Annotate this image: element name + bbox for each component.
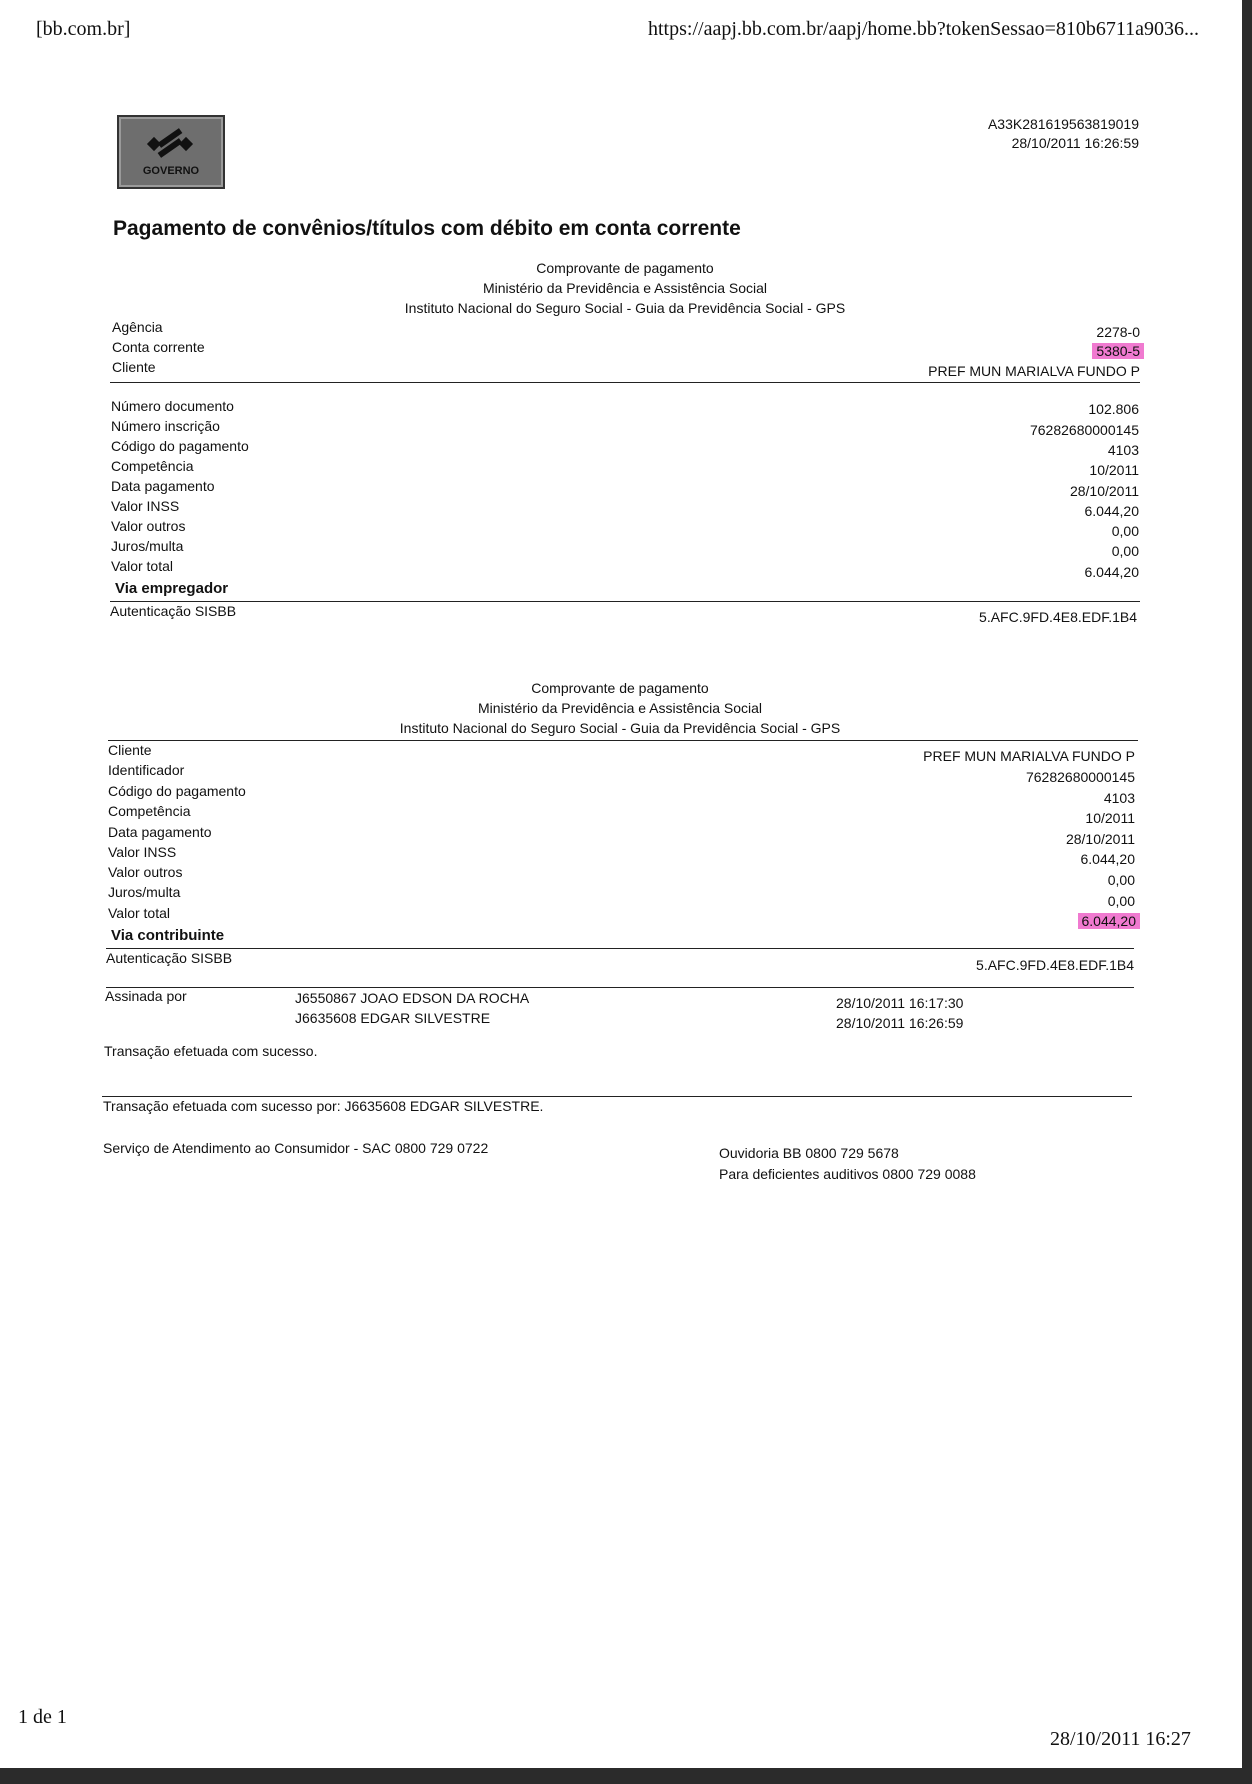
codigo-pagamento-label: Código do pagamento — [111, 438, 249, 454]
valor-inss-label: Valor INSS — [111, 498, 180, 514]
autenticacao-value: 5.AFC.9FD.4E8.EDF.1B4 — [979, 609, 1137, 625]
codigo-pagamento-label: Código do pagamento — [108, 783, 246, 799]
autenticacao-label: Autenticação SISBB — [110, 603, 237, 619]
juros-multa-label: Juros/multa — [111, 538, 184, 554]
valor-outros-label: Valor outros — [108, 864, 183, 880]
agencia-value: 2278-0 — [1096, 324, 1140, 340]
valor-outros-value: 0,00 — [1107, 872, 1135, 888]
sac-contact: Serviço de Atendimento ao Consumidor - SAC 0800 729 0722 — [103, 1140, 489, 1156]
print-datetime: 28/10/2011 16:27 — [1050, 1728, 1191, 1750]
identificador-value: 76282680000145 — [1025, 769, 1135, 785]
valor-total-value: 6.044,20 — [1084, 564, 1139, 580]
valor-outros-label: Valor outros — [111, 518, 186, 534]
competencia-value: 10/2011 — [1089, 462, 1139, 478]
cliente-value: PREF MUN MARIALVA FUNDO P — [923, 748, 1135, 764]
bb-governo-logo — [117, 115, 225, 189]
identificador-label: Identificador — [108, 762, 185, 778]
divider — [110, 382, 1140, 383]
conta-corrente-label: Conta corrente — [112, 339, 205, 355]
valor-inss-value: 6.044,20 — [1080, 851, 1135, 867]
competencia-label: Competência — [111, 458, 194, 474]
transaction-code: A33K281619563819019 — [987, 116, 1139, 132]
agencia-label: Agência — [112, 319, 163, 335]
juros-multa-value: 0,00 — [1111, 543, 1139, 559]
signer-name: J6550867 JOAO EDSON DA ROCHA — [295, 990, 530, 1006]
cliente-value: PREF MUN MARIALVA FUNDO P — [928, 363, 1140, 379]
receipt1-ministry: Ministério da Previdência e Assistência Social — [482, 280, 768, 296]
divider — [108, 740, 1138, 741]
receipt2-heading: Comprovante de pagamento — [531, 680, 709, 696]
divider — [106, 987, 1134, 988]
scan-edge-bottom — [0, 1768, 1252, 1784]
signer-datetime: 28/10/2011 16:26:59 — [836, 1015, 964, 1031]
deficientes-contact: Para deficientes auditivos 0800 729 0088 — [719, 1166, 976, 1182]
receipt1-institute: Instituto Nacional do Seguro Social - Guia da Previdência Social - GPS — [404, 300, 846, 316]
receipt1-heading: Comprovante de pagamento — [536, 260, 714, 276]
page-url[interactable]: https://aapj.bb.com.br/aapj/home.bb?tokenSessao=810b6711a9036... — [648, 18, 1199, 40]
competencia-value: 10/2011 — [1085, 810, 1135, 826]
divider — [102, 1096, 1132, 1097]
transaction-datetime: 28/10/2011 16:26:59 — [1011, 135, 1139, 151]
cliente-label: Cliente — [112, 359, 156, 375]
autenticacao-label: Autenticação SISBB — [106, 950, 233, 966]
data-pagamento-label: Data pagamento — [108, 824, 212, 840]
cliente-label: Cliente — [108, 742, 152, 758]
numero-documento-value: 102.806 — [1088, 401, 1139, 417]
scan-edge-right — [1242, 0, 1252, 1784]
status-message: Transação efetuada com sucesso. — [104, 1043, 318, 1059]
conta-corrente-value: 5380-5 — [1092, 343, 1144, 360]
valor-outros-value: 0,00 — [1111, 523, 1139, 539]
numero-documento-label: Número documento — [111, 398, 234, 414]
divider — [106, 948, 1134, 949]
receipt2-institute: Instituto Nacional do Seguro Social - Guia da Previdência Social - GPS — [399, 720, 841, 736]
codigo-pagamento-value: 4103 — [1107, 442, 1139, 458]
assinada-por-label: Assinada por — [105, 988, 187, 1004]
signer-datetime: 28/10/2011 16:17:30 — [836, 995, 964, 1011]
page-title: Pagamento de convênios/títulos com débito em conta corrente — [113, 217, 741, 240]
via-contribuinte: Via contribuinte — [111, 927, 225, 944]
competencia-label: Competência — [108, 803, 191, 819]
valor-inss-label: Valor INSS — [108, 844, 177, 860]
ouvidoria-contact: Ouvidoria BB 0800 729 5678 — [719, 1145, 899, 1161]
data-pagamento-value: 28/10/2011 — [1065, 831, 1135, 847]
data-pagamento-label: Data pagamento — [111, 478, 215, 494]
valor-total-label: Valor total — [108, 905, 170, 921]
numero-inscricao-value: 76282680000145 — [1029, 422, 1139, 438]
via-empregador: Via empregador — [115, 580, 229, 597]
final-status-message: Transação efetuada com sucesso por: J6635608 EDGAR SILVESTRE. — [103, 1098, 544, 1114]
data-pagamento-value: 28/10/2011 — [1069, 483, 1139, 499]
codigo-pagamento-value: 4103 — [1103, 790, 1135, 806]
numero-inscricao-label: Número inscrição — [111, 418, 220, 434]
valor-total-label: Valor total — [111, 558, 173, 574]
juros-multa-label: Juros/multa — [108, 884, 181, 900]
valor-total-value: 6.044,20 — [1078, 913, 1141, 930]
divider — [110, 601, 1140, 602]
juros-multa-value: 0,00 — [1107, 893, 1135, 909]
autenticacao-value: 5.AFC.9FD.4E8.EDF.1B4 — [976, 957, 1134, 973]
signer-name: J6635608 EDGAR SILVESTRE — [295, 1010, 491, 1026]
valor-inss-value: 6.044,20 — [1084, 503, 1139, 519]
page-counter: 1 de 1 — [18, 1706, 67, 1728]
site-name: [bb.com.br] — [36, 18, 131, 40]
receipt2-ministry: Ministério da Previdência e Assistência Social — [477, 700, 763, 716]
logo-text: GOVERNO — [142, 165, 200, 177]
